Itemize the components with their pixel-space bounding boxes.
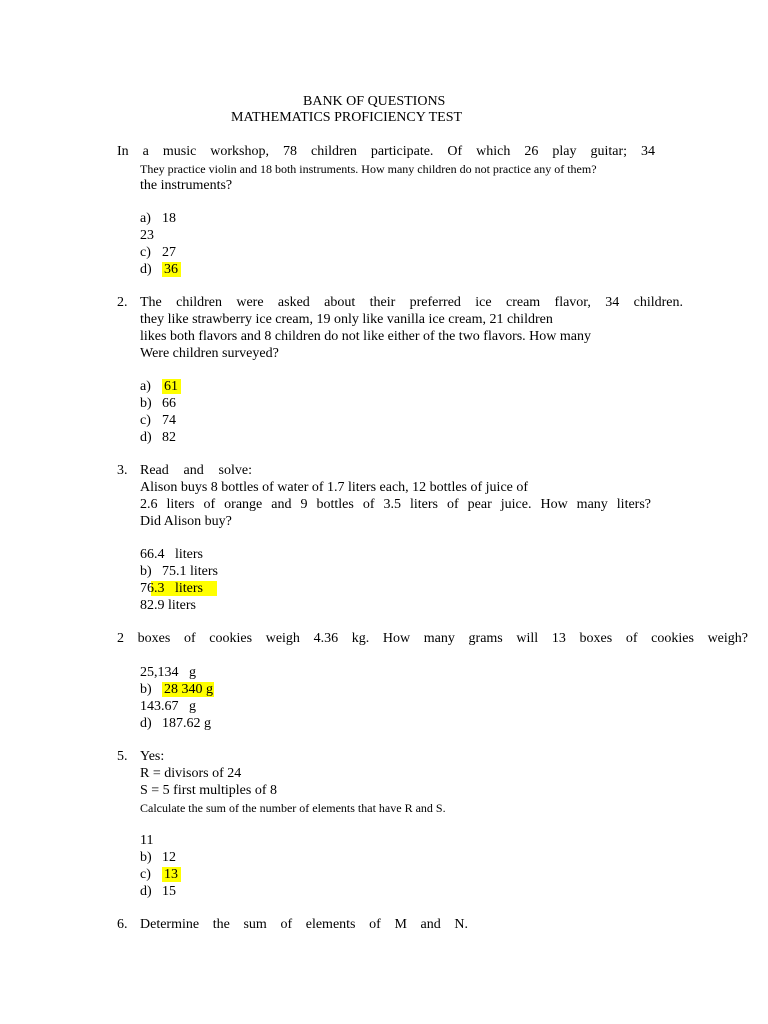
q3-option-b: b) 75.1 liters xyxy=(140,564,218,579)
q1-option-b: 23 xyxy=(140,228,154,243)
q5-option-d: d) 15 xyxy=(140,884,176,899)
q3-line2: Alison buys 8 bottles of water of 1.7 liters each, 12 bottles of juice of xyxy=(140,480,529,495)
q5-answer-highlight: 13 xyxy=(162,867,181,882)
q1-line1: In a music workshop, 78 children participate. Of which 26 play guitar; 34 xyxy=(117,144,655,159)
q1-answer-highlight: 36 xyxy=(162,262,181,277)
q5-line2: R = divisors of 24 xyxy=(140,766,242,781)
q3-option-c xyxy=(140,581,217,597)
q2-answer-highlight: 61 xyxy=(162,379,181,394)
q2-option-d: d) 82 xyxy=(140,430,176,445)
q2-option-a: a) 61 xyxy=(140,379,181,395)
q3-number: 3. xyxy=(117,463,128,478)
q4-option-c: 143.67 g xyxy=(140,699,196,714)
q5-option-c: c) 13 xyxy=(140,867,181,883)
q5-line3: S = 5 first multiples of 8 xyxy=(140,783,278,798)
q6-number: 6. xyxy=(117,917,128,932)
q4-line1: 2 boxes of cookies weigh 4.36 kg. How many grams will 13 boxes of cookies weigh? xyxy=(117,631,748,646)
q1-option-c: c) 27 xyxy=(140,245,176,260)
q4-answer-highlight: 28 340 g xyxy=(164,682,213,697)
q3-option-d: 82.9 liters xyxy=(140,598,196,613)
q3-option-a: 66.4 liters xyxy=(140,547,203,562)
q2-option-b: b) 66 xyxy=(140,396,176,411)
q3-line3: 2.6 liters of orange and 9 bottles of 3.5 liters of pear juice. How many liters? xyxy=(140,497,651,512)
q5-line4: Calculate the sum of the number of elements that have R and S. xyxy=(140,801,446,815)
q4-option-d: d) 187.62 g xyxy=(140,716,211,731)
q1-option-d: d) 36 xyxy=(140,262,181,278)
q5-option-b: b) 12 xyxy=(140,850,176,865)
q1-line2: They practice violin and 18 both instruments. How many children do not practice any of them? xyxy=(140,162,597,176)
q2-line1: The children were asked about their preferred ice cream flavor, 34 children. xyxy=(140,295,683,310)
q3-line4: Did Alison buy? xyxy=(140,514,232,529)
q2-line2: they like strawberry ice cream, 19 only like vanilla ice cream, 21 children xyxy=(140,312,553,327)
q1-line3: the instruments? xyxy=(140,178,233,193)
q6-line1: Determine the sum of elements of M and N. xyxy=(140,917,468,932)
q2-line3: likes both flavors and 8 children do not like either of the two flavors. How many xyxy=(140,329,592,344)
q1-option-a: a) 18 xyxy=(140,211,176,226)
q3-answer-highlight: 76.3 liters xyxy=(140,581,217,596)
q4-option-a: 25,134 g xyxy=(140,665,196,680)
document-subtitle: MATHEMATICS PROFICIENCY TEST xyxy=(231,110,463,125)
q2-line4: Were children surveyed? xyxy=(140,346,279,361)
q4-option-b: b) 28 340 g xyxy=(140,682,213,697)
q5-line1: Yes: xyxy=(140,749,165,764)
q2-number: 2. xyxy=(117,295,128,310)
q2-option-c: c) 74 xyxy=(140,413,176,428)
document-title: BANK OF QUESTIONS xyxy=(303,94,446,109)
q5-number: 5. xyxy=(117,749,128,764)
q5-option-a: 11 xyxy=(140,833,154,848)
q3-line1: Read and solve: xyxy=(140,463,252,478)
